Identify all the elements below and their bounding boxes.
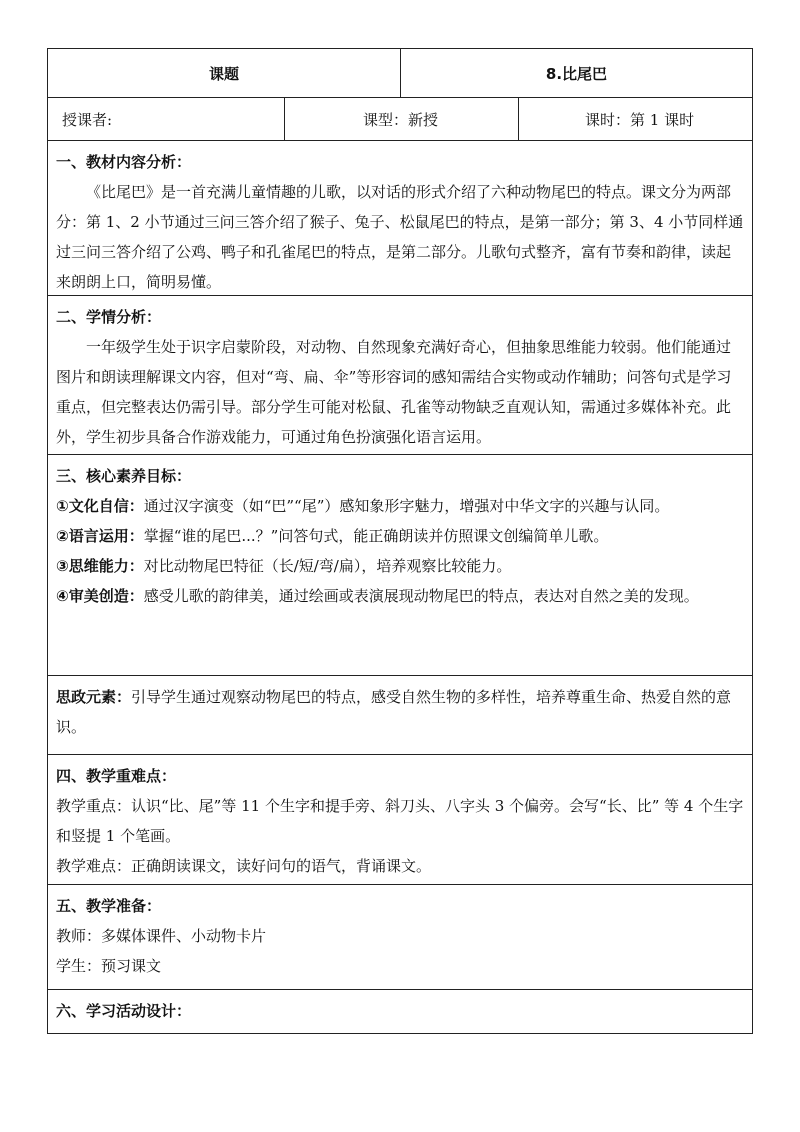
- goal-text: 通过汉字演变（如“巴”“尾”）感知象形字魅力，增强对中华文字的兴趣与认同。: [143, 497, 670, 515]
- section-heading: 五、教学准备：: [56, 897, 162, 915]
- teaching-focus: 教学重点：认识“比、尾”等 11 个生字和提手旁、斜刀头、八字头 3 个偏旁。会写“长、比” 等 4 个生字和竖提 1 个笔画。: [56, 797, 744, 845]
- prep-teacher: 教师：多媒体课件、小动物卡片: [56, 927, 267, 945]
- prep-student: 学生：预习课文: [56, 957, 162, 975]
- subject-value: 8.比尾巴: [545, 64, 608, 83]
- section-activity: [48, 990, 752, 1033]
- section-heading: 三、核心素养目标：: [56, 467, 192, 485]
- section-body: 《比尾巴》是一首充满儿童情趣的儿歌，以对话的形式介绍了六种动物尾巴的特点。课文分为两部分：第 1、2 小节通过三问三答介绍了猴子、兔子、松鼠尾巴的特点，是第一部分；第 3、4 小节同样通过三问三答介绍了公鸡、鸭子和孔雀尾巴的特点，是第二部分。儿歌句式整齐，富有节奏和韵律，读起来朗朗上口，简明易懂。: [56, 183, 744, 291]
- goal-text: 掌握“谁的尾巴...？”问答句式，能正确朗读并仿照课文创编简单儿歌。: [143, 527, 609, 545]
- section-ideology: [48, 676, 752, 755]
- goal-text: 对比动物尾巴特征（长/短/弯/扁），培养观察比较能力。: [143, 557, 512, 575]
- teaching-difficulty: 教学难点：正确朗读课文，读好问句的语气，背诵课文。: [56, 857, 432, 875]
- section-heading: 一、教材内容分析：: [56, 153, 192, 171]
- goal-item: [56, 551, 744, 581]
- section-prep: [48, 885, 752, 990]
- ideology-text: [56, 682, 744, 742]
- meta-row: [48, 98, 752, 141]
- goal-label: ①文化自信：: [56, 497, 144, 515]
- goal-text: 感受儿歌的韵律美，通过绘画或表演展现动物尾巴的特点，表达对自然之美的发现。: [143, 587, 699, 605]
- lesson-type-cell: 课型：新授: [285, 98, 519, 140]
- goal-item: [56, 491, 744, 521]
- section-heading: 二、学情分析：: [56, 308, 162, 326]
- teacher-cell: 授课者:: [48, 98, 285, 140]
- subject-label: 课题: [48, 49, 401, 97]
- section-heading: 六、学习活动设计：: [56, 1002, 192, 1020]
- lesson-plan-table: [47, 48, 753, 1034]
- section-body: 一年级学生处于识字启蒙阶段，对动物、自然现象充满好奇心，但抽象思维能力较弱。他们能通过图片和朗读理解课文内容，但对“弯、扁、伞”等形容词的感知需结合实物或动作辅助；问答句式是学习重点，但完整表达仍需引导。部分学生可能对松鼠、孔雀等动物缺乏直观认知，需通过多媒体补充。此外，学生初步具备合作游戏能力，可通过角色扮演强化语言运用。: [56, 338, 732, 446]
- goal-item: [56, 581, 744, 611]
- goal-label: ②语言运用：: [56, 527, 144, 545]
- section-keypoints: [48, 755, 752, 885]
- goal-label: ④审美创造：: [56, 587, 144, 605]
- goal-label: ③思维能力：: [56, 557, 144, 575]
- ideology-label: 思政元素：: [56, 688, 132, 706]
- section-material: [48, 141, 752, 296]
- section-heading: 四、教学重难点：: [56, 767, 177, 785]
- section-goals: [48, 455, 752, 676]
- section-students: [48, 296, 752, 455]
- ideology-body: 引导学生通过观察动物尾巴的特点，感受自然生物的多样性，培养尊重生命、热爱自然的意识。: [56, 688, 732, 736]
- lesson-hours-cell: 课时：第 1 课时: [585, 110, 695, 129]
- goal-item: [56, 521, 744, 551]
- header-row: [48, 49, 752, 98]
